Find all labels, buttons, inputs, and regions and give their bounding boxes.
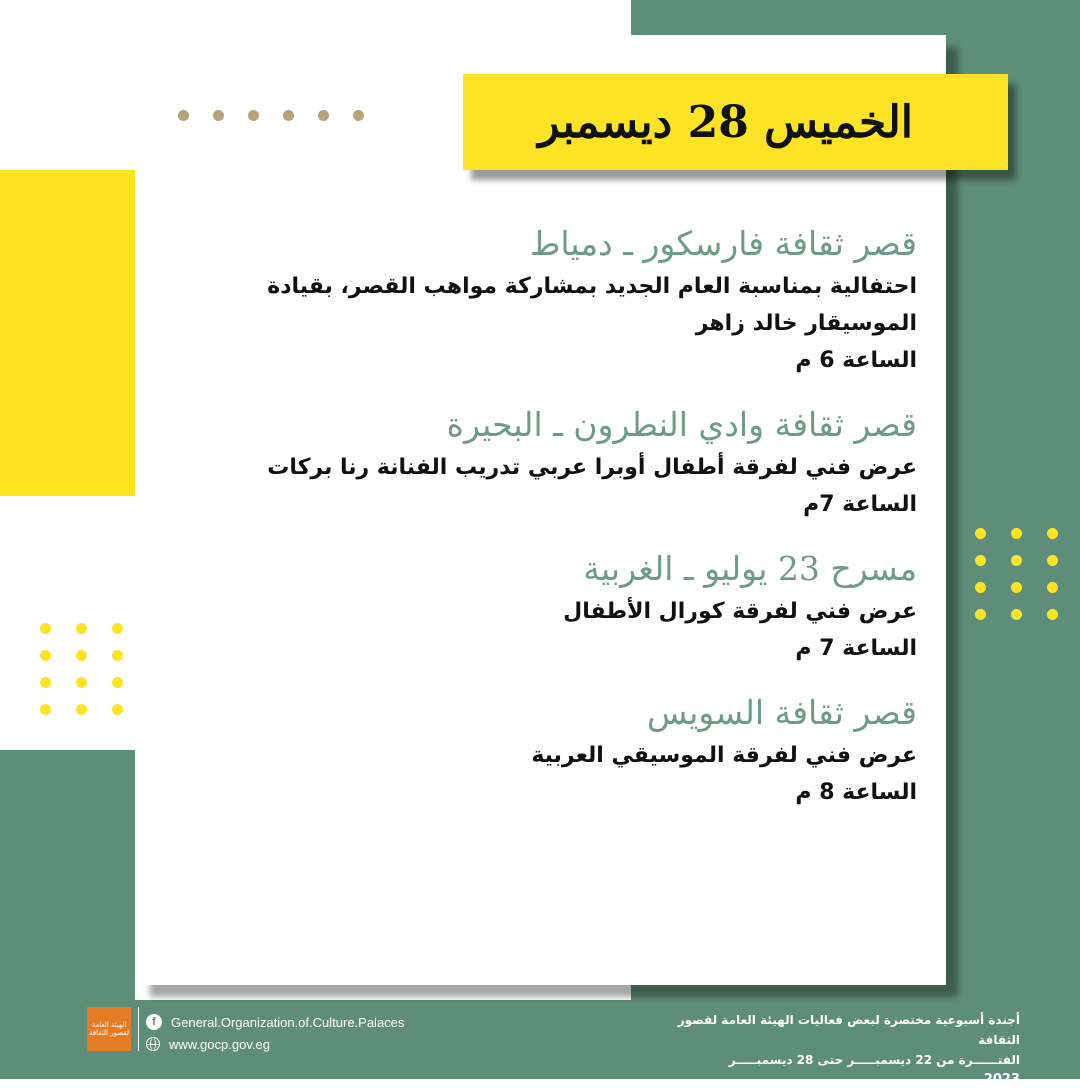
date-title: الخميس 28 ديسمبر [538,96,913,148]
event-venue: قصر ثقافة وادي النطرون ـ البحيرة [446,405,917,444]
facebook-link[interactable] [146,1011,404,1033]
event-venue: قصر ثقافة السويس [647,693,917,732]
agenda-period: الفتــــــرة من 22 ديسمبـــــر حتى 28 ديسمبـــــر [728,1053,1020,1067]
event-description: عرض فني لفرقة أطفال أوبرا عربي تدريب الفنانة رنا بركات [267,455,917,480]
event-item [160,220,917,379]
background-yellow-block [0,170,135,496]
organization-logo [87,1007,131,1051]
event-item [160,689,917,811]
decorative-dots-grid-right [975,528,1058,620]
event-time: الساعة 8 م [795,780,917,805]
facebook-handle: General.Organization.of.Culture.Palaces [171,1014,405,1030]
event-description: احتفالية بمناسبة العام الجديد بمشاركة مواهب القصر، بقيادة [267,274,917,299]
agenda-title: أجندة أسبوعية مختصرة لبعض فعاليات الهيئة العامة لقصور الثقافة [677,1013,1020,1047]
date-banner [463,74,1008,170]
event-description: عرض فني لفرقة الموسيقي العربية [531,743,917,768]
decorative-dots-row [178,110,364,121]
event-description: عرض فني لفرقة كورال الأطفال [563,599,917,624]
logo-text: الهيئة العامة لقصور الثقافة [89,1021,129,1037]
globe-icon [146,1037,160,1051]
footer-divider [138,1007,139,1051]
events-list [160,220,917,833]
website-link[interactable] [146,1033,404,1055]
social-links [146,1011,404,1055]
event-item [160,545,917,667]
footer-info [640,1010,1020,1090]
event-time: الساعة 7م [803,492,917,517]
facebook-icon: f [146,1014,162,1030]
website-url: www.gocp.gov.eg [169,1036,270,1052]
event-time: الساعة 7 م [795,636,917,661]
event-item [160,401,917,523]
decorative-dots-grid-left [40,623,123,715]
event-description: الموسيقار خالد زاهر [695,311,917,336]
background-green-side-block [0,750,135,1000]
event-venue: مسرح 23 يوليو ـ الغربية [583,549,917,588]
agenda-year: 2023 [983,1072,1020,1087]
event-time: الساعة 6 م [795,348,917,373]
event-venue: قصر ثقافة فارسكور ـ دمياط [529,224,917,263]
